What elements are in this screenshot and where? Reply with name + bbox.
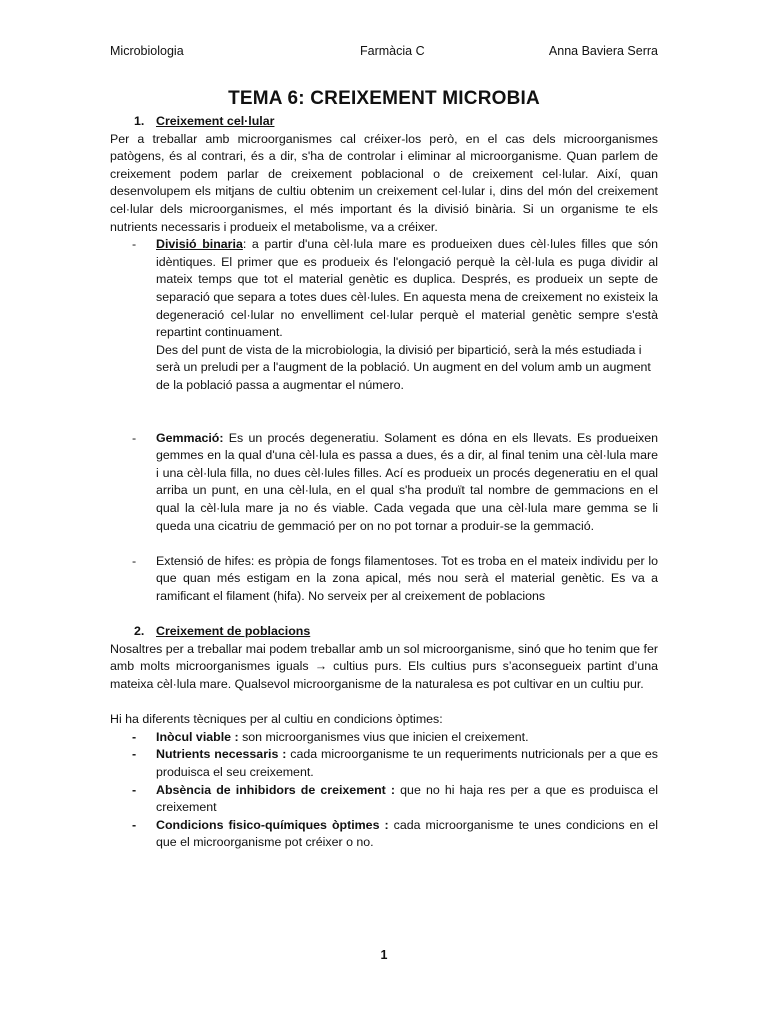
list-item bbox=[110, 553, 658, 606]
list-item-term: Inòcul viable : bbox=[156, 729, 239, 744]
list-item-extra: Des del punt de vista de la microbiologia, la divisió per bipartició, serà la més estudiada i serà un preludi per a l'augment de la població. Un augment en del volum amb un augment de la població passa a augmentar el número. bbox=[156, 342, 651, 392]
list-item-term: Condicions fisico-químiques òptimes : bbox=[156, 817, 389, 832]
section-heading-2: 2. Creixement de poblacions bbox=[134, 624, 311, 639]
list-item-term: Divisió binaria bbox=[156, 237, 243, 252]
spacer bbox=[110, 694, 658, 712]
list-item-term: Gemmació: bbox=[156, 430, 224, 445]
header-subject: Microbiologia bbox=[110, 44, 184, 58]
spacer bbox=[110, 535, 658, 553]
document-body bbox=[110, 113, 658, 852]
arrow-icon: → bbox=[314, 659, 328, 674]
list-item bbox=[110, 729, 658, 747]
list-item-term: Nutrients necessaris : bbox=[156, 747, 287, 762]
dash-bullet: - bbox=[132, 430, 137, 445]
section1-paragraph: Per a treballar amb microorganismes cal créixer-los però, en el cas dels microorganismes patògens, és al contrari, és a dir, s'ha de controlar i eliminar al microorganisme. Quan parlem de creixement podem parlar de creixement poblacional o de creixement cel·lular. Així, quan desenvolupem els mitjans de cultiu obtenim un creixement cel·lular i, dins del món del creixement cel·lular dels microorganismes, el més important és la divisió binària. Si un organisme te els nutrients necessaris i produeix el metabolisme, va a créixer. bbox=[110, 131, 658, 234]
document-title: TEMA 6: CREIXEMENT MICROBIA bbox=[228, 88, 540, 109]
dash-bullet: - bbox=[132, 817, 137, 832]
page-header bbox=[110, 44, 658, 62]
dash-bullet: - bbox=[132, 237, 137, 252]
dash-bullet: - bbox=[132, 729, 137, 744]
list-item-text: son microorganismes vius que inicien el creixement. bbox=[238, 729, 529, 744]
spacer bbox=[110, 412, 658, 430]
section2-intro: Hi ha diferents tècniques per al cultiu en condicions òptimes: bbox=[110, 712, 443, 727]
page-number: 1 bbox=[380, 948, 388, 962]
dash-bullet: - bbox=[132, 747, 137, 762]
dash-bullet: - bbox=[132, 553, 137, 568]
section1-list bbox=[110, 236, 658, 605]
list-item-text: Extensió de hifes: es pròpia de fongs filamentoses. Tot es troba en el mateix individu per lo que quan més estigam en la zona apical, més nou serà el material genètic. Es va a ramificant el filament (hifa). No serveix per al creixement de poblacions bbox=[156, 553, 658, 604]
dash-bullet: - bbox=[132, 782, 137, 797]
header-author: Anna Baviera Serra bbox=[548, 44, 658, 58]
list-item bbox=[110, 746, 658, 781]
list-item-text: que no hi haja res per a que es produisca el creixement bbox=[156, 782, 658, 815]
section-heading-1: 1. Creixement cel·lular bbox=[134, 114, 275, 128]
header-group: Farmàcia C bbox=[360, 44, 425, 58]
list-item-text: Es un procés degeneratiu. Solament es dóna en els llevats. Es produeixen gemmes en la qual d'una cèl·lula es passa a dues, és a dir, al final tenim una cèl·lula mare i una cèl·lula filla, no dues cèl·lules filles. Ací es produeix un procés degeneratiu en el qual arriba un punt, en una cèl·lula, en el qual s'ha produït tal nombre de gemmacions en el qual la cèl·lula mare ja no és viable. Cada vegada que una cèl·lula mare gemma se li queda una cicatriu de gemmació per on no pot tornar a produir-se la gemmació. bbox=[156, 430, 658, 533]
list-item-text: cada microorganisme te un requeriments nutricionals per a que es produisca el seu creixement. bbox=[156, 747, 658, 779]
list-item-text: : a partir d'una cèl·lula mare es produeixen dues cèl·lules filles que són idèntiques. El primer que es produeix és l'elongació perquè la cèl·lula es puga dividir al mateix temps que tot el material genètic es duplica. Després, es produeix un septe de separació que separa a totes dues cèl·lules. En aquesta mena de creixement no existeix la degeneració cel·lular no envelliment cel·lular perquè el material genètic sempre s'està repartint continuament. bbox=[156, 237, 658, 340]
list-item-term: Absència de inhibidors de creixement : bbox=[156, 782, 396, 797]
list-item-text: cada microorganisme te unes condicions en el que el microorganisme pot créixer o no. bbox=[156, 817, 658, 850]
list-item bbox=[110, 817, 658, 852]
list-item bbox=[110, 782, 658, 817]
list-item bbox=[110, 236, 658, 394]
section2-paragraph: Nosaltres per a treballar mai podem treballar amb un sol microorganisme, sinó que ho tenim que fer amb molts microorganismes iguals → cultius purs. Els cultius purs s’aconsegueix partint d’una mateixa cèl·lula mare. Qualsevol microorganisme de la naturalesa es pot cultivar en un cultiu pur. bbox=[110, 641, 658, 691]
spacer bbox=[110, 395, 658, 413]
list-item bbox=[110, 430, 658, 536]
section2-list bbox=[110, 729, 658, 852]
spacer bbox=[110, 606, 658, 624]
